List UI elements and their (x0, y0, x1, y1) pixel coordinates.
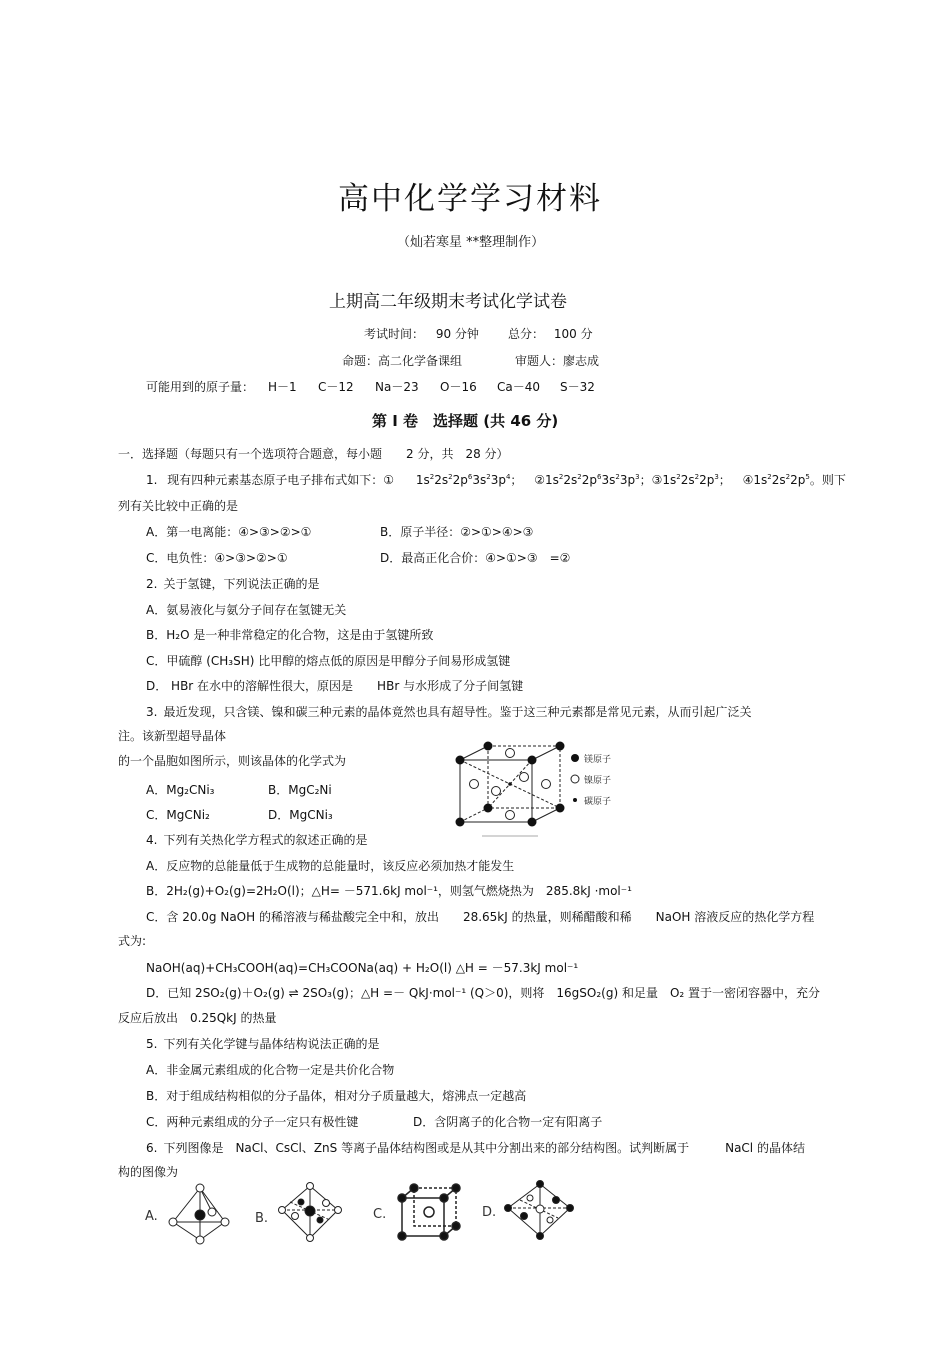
question-4-option-a: A．反应物的总能量低于生成物的总能量时，该反应必须加热才能发生 (146, 859, 515, 873)
question-2-option-a: A．氨易液化与氨分子间存在氢键无关 (146, 603, 347, 617)
figure-a-octahedron (169, 1184, 229, 1244)
atomic-mass-ca: Ca－40 (497, 380, 541, 394)
question-2-stem: 2. 关于氢键，下列说法正确的是 (146, 577, 320, 591)
question-1-option-c: C．电负性：④>③>②>① (146, 551, 288, 565)
figure-label-c: C. (373, 1207, 387, 1222)
exam-reviewer: 审题人：廖志成 (515, 354, 600, 368)
exam-score-label: 总分： (508, 327, 545, 341)
exam-time (364, 325, 479, 342)
question-5-option-d: D．含阴离子的化合物一定有阳离子 (413, 1115, 603, 1129)
question-3-stem: 3. 最近发现，只含镁、镍和碳三种元素的晶体竟然也具有超导性。鉴于这三种元素都是常见元素，从而引起广泛关 (146, 705, 752, 719)
figure-label-a: A. (145, 1209, 158, 1224)
figure-d-structure (505, 1181, 574, 1240)
figure-c-cube (398, 1184, 460, 1240)
question-1-stem-cont: 列有关比较中正确的是 (118, 499, 239, 513)
question-4-option-d-cont: 反应后放出 0.25QkJ 的热量 (118, 1011, 277, 1025)
legend-nickel: 镍原子 (584, 776, 612, 786)
question-1-option-d: D．最高正化合价：④>①>③ =② (380, 551, 571, 565)
figure-label-d: D. (482, 1205, 497, 1220)
section-intro: 一．选择题（每题只有一个选项符合题意，每小题 2 分，共 28 分） (118, 447, 509, 461)
question-number: 1. (146, 473, 158, 487)
exam-score-value: 100 分 (553, 327, 593, 341)
atomic-mass-s: S－32 (560, 380, 595, 394)
question-6-stem: 6. 下列图像是 NaCl、CsCl、ZnS 等离子晶体结构图或是从其中分割出来的部分结构图。试判断属于 NaCl 的晶体结 (146, 1141, 805, 1155)
atomic-mass-c: C－12 (318, 380, 354, 394)
question-3-option-b: B．MgC₂Ni (268, 783, 332, 797)
question-4-option-c: C．含 20.0g NaOH 的稀溶液与稀盐酸完全中和，放出 28.65kJ 的热量，则稀醋酸和稀 NaOH 溶液反应的热化学方程 (146, 910, 815, 924)
exam-score (508, 325, 593, 342)
legend-magnesium: 镁原子 (584, 755, 612, 765)
document-subtitle: （灿若寒星 **整理制作） (397, 235, 545, 250)
question-4-option-d: D．已知 2SO₂(g)＋O₂(g) ⇌ 2SO₃(g)；△H =－ QkJ·mol⁻¹ (Q＞0)，则将 16gSO₂(g) 和足量 O₂ 置于一密闭容器中，充分 (146, 986, 821, 1000)
atomic-masses-label: 可能用到的原子量： (146, 380, 255, 394)
question-5-option-c: C．两种元素组成的分子一定只有极性键 (146, 1115, 359, 1129)
exam-time-value: 90 分钟 (435, 327, 479, 341)
question-3-option-a: A．Mg₂CNi₃ (146, 783, 215, 797)
question-3-stem-cont-2: 的一个晶胞如图所示，则该晶体的化学式为 (118, 754, 347, 768)
exam-author: 命题：高二化学备课组 (342, 354, 463, 368)
atomic-mass-h: H－1 (268, 380, 297, 394)
question-2-option-d: D． HBr 在水中的溶解性很大，原因是 HBr 与水形成了分子间氢键 (146, 679, 524, 693)
question-1-stem: 1. 现有四种元素基态原子电子排布式如下：① $1s^22s^22p^63s^23p^4$； $②1s^22s^22p^63s^23p^3$；$③1s^22s^22p^3$； $④1s^22s^22p^5$。则下 (146, 473, 846, 487)
document-title: 高中化学学习材料 (338, 181, 602, 217)
question-6-figures (140, 1180, 590, 1250)
atomic-mass-na: Na－23 (375, 380, 419, 394)
question-3-option-c: C．MgCNi₂ (146, 808, 210, 822)
figure-label-b: B. (255, 1211, 269, 1226)
question-1-option-a: A．第一电离能：④>③>②>① (146, 525, 312, 539)
question-5-option-b: B．对于组成结构相似的分子晶体，相对分子质量越大，熔沸点一定越高 (146, 1089, 527, 1103)
question-3-option-d: D．MgCNi₃ (268, 808, 333, 822)
atomic-mass-o: O－16 (440, 380, 477, 394)
question-2-option-c: C．甲硫醇 (CH₃SH) 比甲醇的熔点低的原因是甲醇分子间易形成氢键 (146, 654, 511, 668)
question-6-stem-cont: 构的图像为 (118, 1165, 179, 1179)
question-1-option-b: B．原子半径：②>①>④>③ (380, 525, 534, 539)
legend-carbon: 碳原子 (584, 797, 612, 807)
crystal-cell-figure (450, 738, 620, 853)
question-4-option-b: B．2H₂(g)+O₂(g)=2H₂O(l)；△H= －571.6kJ mol⁻¹，则氢气燃烧热为 285.8kJ ·mol⁻¹ (146, 884, 632, 898)
question-4-equation: NaOH(aq)+CH₃COOH(aq)=CH₃COONa(aq) + H₂O(l) △H = －57.3kJ mol⁻¹ (146, 961, 579, 975)
question-2-option-b: B．H₂O 是一种非常稳定的化合物，这是由于氢键所致 (146, 628, 434, 642)
question-4-stem: 4. 下列有关热化学方程式的叙述正确的是 (146, 833, 368, 847)
section-heading: 第 I 卷 选择题 (共 46 分) (372, 412, 559, 430)
question-3-stem-cont: 注。该新型超导晶体 (118, 729, 227, 743)
question-5-option-a: A．非金属元素组成的化合物一定是共价化合物 (146, 1063, 395, 1077)
exam-time-label: 考试时间： (364, 327, 425, 341)
figure-b-structure (279, 1183, 342, 1242)
question-4-option-c-cont: 式为: (118, 934, 147, 948)
question-5-stem: 5. 下列有关化学键与晶体结构说法正确的是 (146, 1037, 380, 1051)
exam-title: 上期高二年级期末考试化学试卷 (329, 292, 567, 312)
